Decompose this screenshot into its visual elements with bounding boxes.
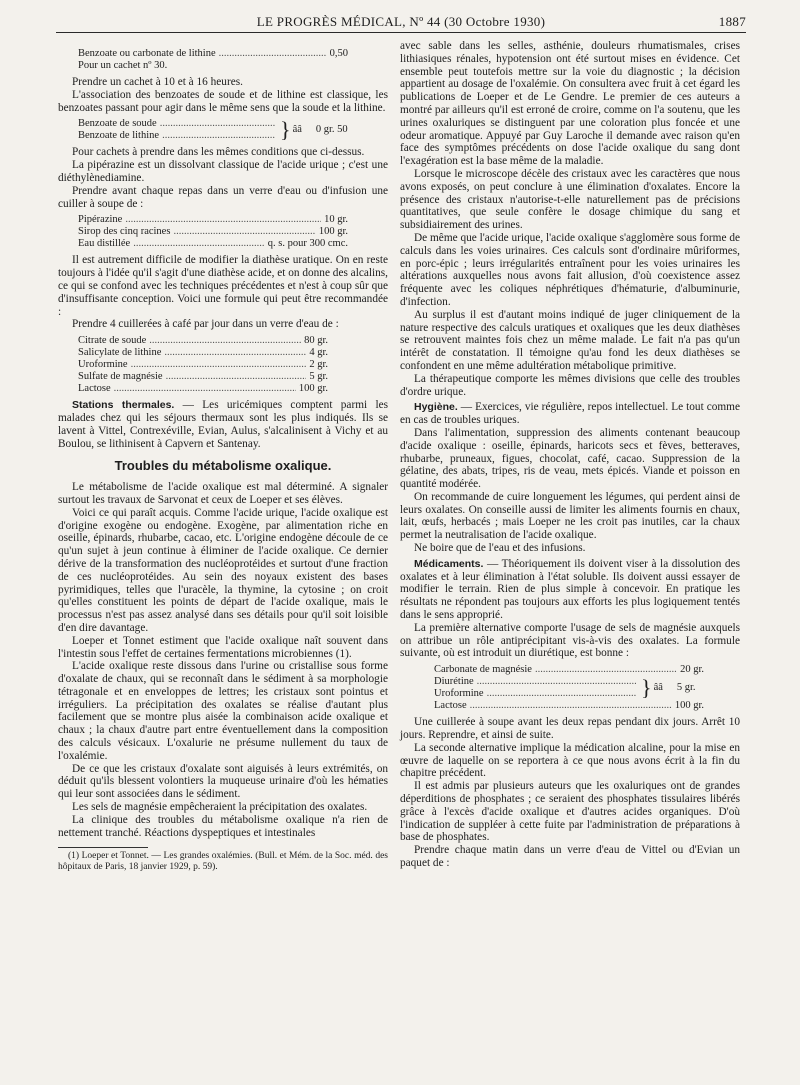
running-header [56, 12, 746, 33]
footnote: (1) Loeper et Tonnet. — Les grandes oxalémies. (Bull. et Mém. de la Soc. méd. des hôpitaux de Paris, 18 janvier 1929, p. 59). [58, 851, 388, 873]
prescription-citrate: Citrate de soude ..... 80 gr. Salicylate de lithine ..... 4 gr. Uroformine ..... 2 gr. Sulfate de magnésie ..... 5 gr. Lactose ..... 100 gr. [78, 335, 328, 395]
prescription-piperazine: Pipérazine ..... 10 gr. Sirop des cinq racines ..... 100 gr. Eau distillée ..... q. s. pour 300 cmc. [78, 214, 348, 250]
brace-glyph: } [280, 117, 291, 143]
brace-glyph: } [641, 675, 652, 701]
running-title: LE PROGRÈS MÉDICAL, Nº 44 (30 Octobre 1930) [256, 14, 546, 29]
paragraph: Loeper et Tonnet estiment que l'acide oxalique naît souvent dans l'intestin sous l'effet de certaines fermentations microbiennes (1). [58, 634, 388, 660]
prescription-magnesie: Carbonate de magnésie ..... 20 gr. Diurétine ..... Uroformine ..... } ââ 5 gr. Lactose ..... 100 gr. [434, 664, 704, 712]
paragraph: Une cuillerée à soupe avant les deux repas pendant dix jours. Arrêt 10 jours. Reprendre, et ainsi de suite. [400, 716, 740, 742]
paragraph: La pipérazine est un dissolvant classique de l'acide urique ; c'est une diéthylènediamine. [58, 159, 388, 184]
paragraph: Il est admis par plusieurs auteurs que les oxaluriques ont de grandes déperditions de phosphates ; ce seraient des phosphates tissulaires libérés grâce à l'excès d'acide oxalique et d'autres acides organiques. D'où l'indication de suppléer à cette fuite par l'administration de préparations à base de phosphates. [400, 780, 740, 844]
runin-heading: Stations thermales. [72, 399, 175, 412]
paragraph: Ne boire que de l'eau et des infusions. [414, 542, 586, 555]
runin-heading: Hygiène. [414, 401, 458, 414]
paragraph: La première alternative comporte l'usage de sels de magnésie auxquels on attribue un rôle antiprécipitant vis-à-vis des oxalates. La formule suivante, où est introduit un diurétique, est bonne : [400, 621, 740, 660]
paragraph: Le métabolisme de l'acide oxalique est mal déterminé. A signaler surtout les travaux de Sarvonat et ceux de Loeper et ses élèves. [58, 481, 388, 506]
paragraph: La clinique des troubles du métabolisme oxalique n'a rien de nettement tranché. Réactions dyspeptiques et intestinales [58, 813, 388, 839]
paragraph: La seconde alternative implique la médication alcaline, pour la mise en œuvre de laquelle on se reportera à ce que nous avons écrit à la fin du chapitre précédent. [400, 741, 740, 780]
paragraph: L'acide oxalique reste dissous dans l'urine ou cristallise sous forme d'oxalate de chaux, qui se reconnaît dans le sédiment à sa morphologie tétragonale et en enveloppes de lettres; les cristaux sont pointus et irréguliers. La précipitation des oxalates se réalise d'autant plus facilement que se montre plus aisée la combinaison acide oxalique et chaux ; la chaux d'autre part entre éventuellement dans la composition des calculs vésicaux. L'oxalurie ne présume nullement du taux de l'oxalémie. [58, 660, 388, 762]
paragraph: Il est autrement difficile de modifier la diathèse uratique. On en reste toujours à l'idée qu'il s'agit d'une diathèse acide, et on donne des alcalins, ce qui se confond avec les techniques précédentes et n'est à coup sûr que d'insuffisante conception. Voici une formule qui peut être recommandée : [58, 254, 389, 318]
section-title: Troubles du métabolisme oxalique. [114, 458, 332, 474]
paragraph: Prendre chaque matin dans un verre d'eau de Vittel ou d'Evian un paquet de : [400, 844, 740, 870]
paragraph: De même que l'acide urique, l'acide oxalique s'agglomère sous forme de calculs dans les voies urinaires. Ces calculs sont d'ordinaire mûriformes, en porc-épic ; leurs irrégularités entraînent pour les voies urinaires les altérations auxquelles nous avons fait allusion, d'où coexistence assez fréquente avec les coliques néphrétiques d'hématurie, d'albuminurie, d'infection. [400, 231, 740, 308]
prescription-lithine [78, 48, 348, 72]
paragraph: Lorsque le microscope décèle des cristaux avec les caractères que nous avons exposés, on peut conclure à une élimination d'oxalates. Encore la présence des cristaux n'autorise-t-elle naturellement pas de précisions quantitatives, que seule confère le dosage chimique du sang et subsidiairement des urines. [400, 167, 740, 232]
runin-heading: Médicaments. [414, 557, 484, 570]
paragraph: Les sels de magnésie empêcheraient la précipitation des oxalates. [72, 801, 368, 814]
paragraph: De ce que les cristaux d'oxalate sont aiguisés à leurs extrémités, on déduit qu'ils blessent volontiers la muqueuse urinaire d'où les hématies qui leur sont associées dans le sédiment. [58, 762, 388, 801]
page-number: 1887 [718, 14, 746, 29]
paragraph: Pour cachets à prendre dans les mêmes conditions que ci-dessus. [72, 146, 365, 159]
prescription-note: Pour un cachet nº 30. [78, 60, 168, 71]
left-column [58, 40, 388, 873]
paragraph-stations: Stations thermales. — Les uricémiques comptent parmi les malades chez qui les séjours thermaux sont les plus indiqués. Ils se lavent à Vittel, Contrexéville, Evian, Aulus, s'alcalinisent à Vichy et au Boulou, se lithinisent à Capvern et Santenay. [58, 399, 388, 450]
paragraph: La thérapeutique comporte les mêmes divisions que celle des troubles d'ordre urique. [400, 372, 740, 398]
paragraph-medicaments: Médicaments. — Théoriquement ils doivent viser à la dissolution des oxalates et à leur élimination à l'état soluble. Ils doivent aussi essayer de modifier le terrain. Rien de plus simple à concevoir. En pratique les résultats ne répondent pas toujours aux efforts les plus logiquement tentés dans le sens approprié. [400, 557, 740, 622]
paragraph: Au surplus il est d'autant moins indiqué de juger cliniquement de la nature respective des calculs uratiques et oxaliques que les deux diathèses se retrouvent maintes fois chez un même malade. Le fait n'a pas qu'un intérêt de constatation. Il témoigne qu'au fond les deux diathèses se confondent en une même adultération métabolique primitive. [400, 308, 740, 372]
paragraph: Dans l'alimentation, suppression des aliments contenant beaucoup d'acide oxalique : oseille, épinards, haricots secs et fèves, betteraves, rhubarbe, pruneaux, figues, chocolat, café, cacao. Suppression de la gélatine, des abats, tripes, ris de veau, mets épicés. Viande et poisson en quantité modérée. [400, 426, 740, 491]
paragraph: Prendre un cachet à 10 et à 16 heures. [72, 76, 243, 88]
footnote-rule [58, 847, 148, 848]
paragraph: avec sable dans les selles, asthénie, douleurs rhumatismales, crises lithiasiques rénales, hypotension ont été surtout mises en évidence. Cet ensemble peut toutefois mettre sur la voie du diagnostic ; la décision appartient au dosage de l'oxalémie. On consultera avec fruit à cet égard les publications de Loeper et de Le Gendre. Le premier de ces auteurs a montré par ailleurs qu'il est erroné de croire, comme on l'a soutenu, que les urines oxaluriques se distinguent par une coloration plus foncée et une odeur aromatique. Appuyé par Guy Laroche il demande avec raison qu'en face des symptômes précédents on dose l'acide oxalique du sang dont l'exagération est la base même de la maladie. [400, 40, 740, 168]
prescription-row: Benzoate ou carbonate de lithine ..... 0,50 [78, 48, 348, 60]
paragraph: Prendre 4 cuillerées à café par jour dans un verre d'eau de : [72, 318, 339, 331]
paragraph: Voici ce qui paraît acquis. Comme l'acide urique, l'acide oxalique est d'origine exogène ou endogène. Exogène, par alimentation riche en oseille, épinards, rhubarbe, cacao, etc. L'origine endogène découle de ce qu'un sujet à jeun continue à éliminer de l'acide oxalique. Ce dernier dérive de la transformation des nucléoprotéides et surtout d'une fraction de ces nucléoprotéides. Au sein des noyaux existent des bases pyrimidiques, telles que l'uracèle, la thymine, la cytosine ; on croit qu'elles constituent les points de départ de l'acide oxalique, mais le processus n'est pas assez analysé dans ses détails pour qu'il soit loisible d'en dire davantage. [58, 506, 388, 634]
right-column [400, 40, 740, 870]
paragraph: On recommande de cuire longuement les légumes, qui perdent ainsi de leurs oxalates. On conseille aussi de limiter les aliments fournis en chaux, lait, œufs, herbacés ; mais Loeper ne les croit pas inutiles, car la chaux permet la neutralisation de l'acide oxalique. [400, 490, 740, 542]
paragraph: Prendre avant chaque repas dans un verre d'eau ou d'infusion une cuiller à soupe de : [58, 184, 388, 210]
prescription-benzoates: Benzoate de soude ..... Benzoate de lithine ..... } ââ 0 gr. 50 [78, 118, 388, 142]
paragraph: L'association des benzoates de soude et de lithine est classique, les benzoates passant pour agir dans le même sens que la soude et la lithine. [58, 88, 388, 114]
paragraph-hygiene: Hygiène. — Exercices, vie régulière, repos intellectuel. Le tout comme en cas de troubles uriques. [400, 401, 740, 427]
